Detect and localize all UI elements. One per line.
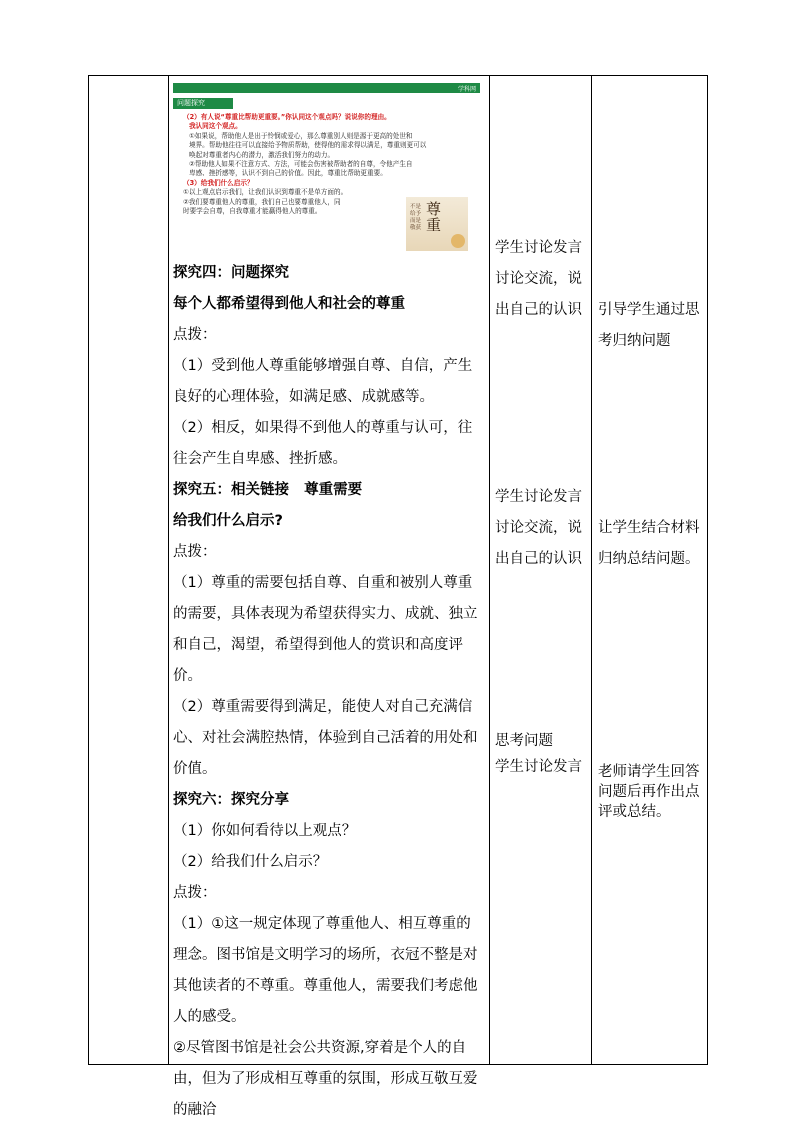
slide-header-bar [173, 83, 480, 93]
section-6-question-1: （1）你如何看待以上观点？ [173, 823, 357, 839]
student-activity-text: 学生讨论发言讨论交流，说出自己的认识 [495, 240, 582, 318]
slide-line: （3）给我们什么启示？ [183, 178, 254, 187]
slide-logo: 学科网 [457, 86, 476, 93]
section-6-hint: 点拨： [173, 885, 217, 901]
section-5-question: 给我们什么启示? [173, 513, 283, 529]
slide-line: 时要学会自尊，自我尊重才能赢得他人的尊重。 [183, 207, 322, 216]
slide-line: 卑感、挫折感等，认识不到自己的价值。因此，尊重比帮助更重要。 [189, 169, 387, 178]
section-5-hint: 点拨： [173, 544, 217, 560]
student-activity-1 [495, 233, 590, 326]
student-activity-text: 学生讨论发言 [495, 759, 582, 775]
slide-line: ②我们要尊重他人的尊重，我们自己也要尊重他人，同 [183, 197, 341, 206]
section-6-point-2: ②尽管图书馆是社会公共资源,穿着是个人的自由，但为了形成相互尊重的氛围，形成互敬互爱的融洽 [173, 1040, 478, 1118]
slide-section-tag: 问题探究 [173, 98, 233, 109]
flower-icon [451, 234, 465, 248]
column-divider [168, 75, 169, 1065]
section-6-point-1: （1）①这一规定体现了尊重他人、相互尊重的理念。图书馆是文明学习的场所，衣冠不整是对其他读者的不尊重。尊重他人，需要我们考虑他人的感受。 [173, 916, 478, 1025]
teacher-intent-text: 老师请学生回答问题后再作出点评或总结。 [598, 764, 700, 820]
slide-line: 我认同这个观点。 [189, 122, 242, 131]
poster-title: 尊重 [426, 200, 442, 234]
student-activity-2 [495, 482, 590, 575]
column-divider [489, 75, 490, 1065]
teacher-intent-2 [598, 513, 702, 575]
teacher-intent-text: 引导学生通过思考归纳问题 [598, 302, 700, 349]
teacher-intent-text: 让学生结合材料归纳总结问题。 [598, 520, 700, 567]
section-5-title: 探究五：相关链接 尊重需要 [173, 482, 363, 498]
student-activity-text: 思考问题 [495, 733, 553, 749]
activity-column [173, 258, 485, 1126]
section-6-title: 探究六：探究分享 [173, 792, 289, 808]
slide-line: 唤起对尊重者内心的潜力，激活我们努力的动力。 [189, 150, 335, 159]
section-5-point-1: （1）尊重的需要包括自尊、自重和被别人尊重的需要，具体表现为希望获得实力、成就、独立和自己，渴望，希望得到他人的赏识和高度评价。 [173, 575, 478, 684]
teacher-intent-3 [598, 762, 702, 822]
section-4-title: 探究四：问题探究 [173, 265, 289, 281]
slide-line: ①如果说，帮助他人是出于怜悯或爱心，那么尊重别人则是源于更高的处世和 [189, 131, 413, 140]
student-activity-3 [495, 728, 590, 780]
slide-image [173, 83, 480, 253]
slide-line: ①以上观点启示我们，让我们认识到尊重不是单方面的。 [183, 188, 348, 197]
teacher-intent-1 [598, 295, 702, 357]
slide-line: （2）有人说“尊重比帮助更重要。”你认同这个观点吗？说说你的理由。 [183, 113, 391, 121]
section-4-point-1: （1）受到他人尊重能够增强自尊、自信，产生良好的心理体验，如满足感、成就感等。 [173, 358, 473, 405]
section-4-point-2: （2）相反，如果得不到他人的尊重与认可，往往会产生自卑感、挫折感。 [173, 420, 473, 467]
section-4-question: 每个人都希望得到他人和社会的尊重 [173, 296, 405, 312]
student-activity-text: 学生讨论发言讨论交流，说出自己的认识 [495, 489, 582, 567]
section-4-hint: 点拨： [173, 327, 217, 343]
section-6-question-2: （2）给我们什么启示？ [173, 854, 328, 870]
slide-line: ②帮助他人如果不注意方式、方法，可能会伤害被帮助者的自尊，令他产生自 [189, 160, 413, 169]
poster-subtitle: 不是给予而是敬获 [410, 204, 422, 231]
poster-image [406, 197, 468, 251]
column-divider [591, 75, 592, 1065]
section-5-point-2: （2）尊重需要得到满足，能使人对自己充满信心、对社会满腔热情，体验到自己活着的用处和价值。 [173, 699, 478, 777]
slide-line: 境界。帮助他往往可以直接给予物质帮助，使得他的需求得以满足，尊重则更可以 [189, 141, 427, 150]
